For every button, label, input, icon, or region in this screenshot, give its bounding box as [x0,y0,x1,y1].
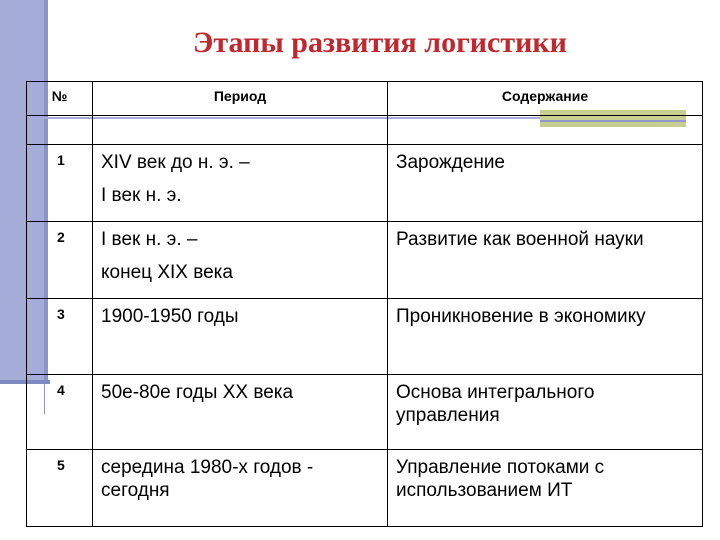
row-content: Управление потоками с использованием ИТ [388,450,703,527]
row-number: 2 [27,222,93,299]
header-content: Содержание [388,82,703,116]
table-row [27,450,703,527]
slide-title: Этапы развития логистики [193,26,567,59]
empty-cell [93,116,388,145]
period-line: I век н. э. – [101,229,198,250]
table-row [27,375,703,450]
row-period [93,222,388,299]
period-line: конец XIX века [101,262,233,283]
table-header-row [27,82,703,116]
row-period [93,450,388,527]
period-line: середина 1980-х годов - сегодня [101,457,314,501]
row-period [93,145,388,222]
row-content: Основа интегрального управления [388,375,703,450]
table-row [27,222,703,299]
period-line: I век н. э. [101,185,182,206]
table-empty-row [27,116,703,145]
period-line: XIV век до н. э. – [101,152,250,173]
row-number: 4 [27,375,93,450]
stages-table [26,81,703,527]
empty-cell [27,116,93,145]
row-number: 5 [27,450,93,527]
header-period: Период [93,82,388,116]
row-period [93,375,388,450]
row-number: 3 [27,299,93,375]
period-line: 50е-80е годы XX века [101,382,294,403]
row-number: 1 [27,145,93,222]
table-row [27,299,703,375]
header-number: № [27,82,93,116]
row-content: Развитие как военной науки [388,222,703,299]
row-content: Проникновение в экономику [388,299,703,375]
period-line: 1900-1950 годы [101,306,239,327]
empty-cell [388,116,703,145]
row-content: Зарождение [388,145,703,222]
table-row [27,145,703,222]
row-period [93,299,388,375]
